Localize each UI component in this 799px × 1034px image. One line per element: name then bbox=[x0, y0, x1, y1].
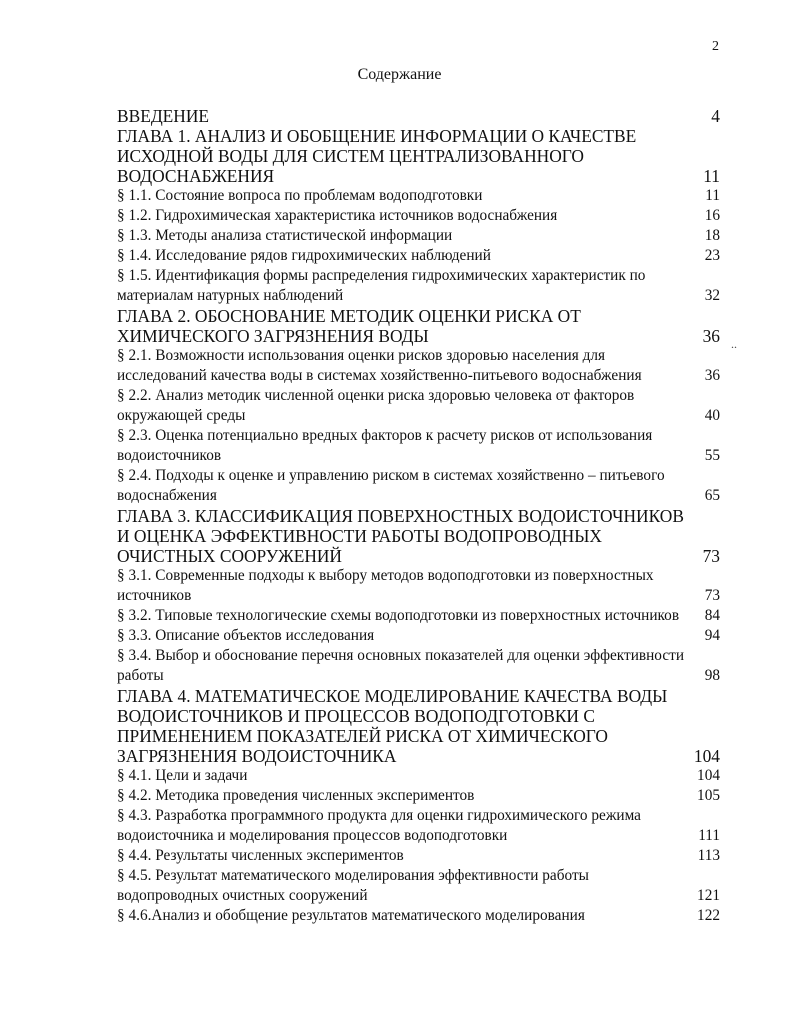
toc-entry-title: § 3.1. Современные подходы к выбору методов водоподготовки из поверхностных источников bbox=[117, 567, 654, 604]
toc-entry-page: 36 bbox=[704, 367, 720, 384]
toc-entry-page: 94 bbox=[704, 627, 720, 644]
toc-entry-title: § 1.5. Идентификация формы распределения гидрохимических характеристик по материалам натурных наблюдений bbox=[117, 267, 646, 304]
toc-entry-page: 113 bbox=[697, 847, 720, 864]
toc-entry-title: § 4.4. Результаты численных экспериментов bbox=[117, 847, 404, 864]
toc-entry-title: § 4.6.Анализ и обобщение результатов математического моделирования bbox=[117, 907, 585, 924]
toc-section-entry bbox=[117, 906, 720, 926]
toc-section-entry bbox=[117, 806, 720, 846]
toc-entry-title: § 4.2. Методика проведения численных экспериментов bbox=[117, 787, 475, 804]
toc-entry-title: § 1.2. Гидрохимическая характеристика источников водоснабжения bbox=[117, 207, 558, 224]
toc-section-entry bbox=[117, 786, 720, 806]
toc-entry-page: 73 bbox=[702, 546, 720, 566]
toc-entry-page: 65 bbox=[704, 487, 720, 504]
toc-entry-page: 111 bbox=[698, 827, 720, 844]
toc-entry-page: 104 bbox=[697, 767, 720, 784]
toc-section-entry bbox=[117, 626, 720, 646]
toc-chapter-entry bbox=[117, 126, 720, 186]
toc-entry-title: § 1.4. Исследование рядов гидрохимических наблюдений bbox=[117, 247, 491, 264]
toc-entry-page: 23 bbox=[704, 247, 720, 264]
toc-entry-title: § 3.3. Описание объектов исследования bbox=[117, 627, 375, 644]
toc-entry-page: 104 bbox=[693, 746, 720, 766]
toc-chapter-entry bbox=[117, 306, 720, 346]
toc-entry-page: 36 bbox=[702, 326, 720, 346]
toc-chapter-entry bbox=[117, 686, 720, 766]
page-title: Содержание bbox=[357, 66, 442, 83]
toc-entry-page: 105 bbox=[697, 787, 720, 804]
toc-entry-page: 98 bbox=[704, 667, 720, 684]
toc-section-entry bbox=[117, 606, 720, 626]
toc-entry-title: § 1.3. Методы анализа статистической информации bbox=[117, 227, 453, 244]
toc-chapter-entry bbox=[117, 106, 720, 126]
toc-entry-page: 55 bbox=[704, 447, 720, 464]
toc-section-entry bbox=[117, 266, 720, 306]
toc-entry-page: 73 bbox=[704, 587, 720, 604]
toc-section-entry bbox=[117, 186, 720, 206]
toc-entry-page: 84 bbox=[704, 607, 720, 624]
toc-entry-title: ГЛАВА 1. АНАЛИЗ И ОБОБЩЕНИЕ ИНФОРМАЦИИ О КАЧЕСТВЕ ИСХОДНОЙ ВОДЫ ДЛЯ СИСТЕМ ЦЕНТРАЛИЗОВАННОГО ВОДОСНАБЖЕНИЯ bbox=[117, 126, 637, 186]
toc-section-entry bbox=[117, 206, 720, 226]
table-of-contents bbox=[117, 106, 720, 926]
toc-entry-page: 11 bbox=[705, 187, 720, 204]
toc-entry-title: § 2.4. Подходы к оценке и управлению риском в системах хозяйственно – питьевого водоснабжения bbox=[117, 467, 665, 504]
toc-entry-page: 122 bbox=[697, 907, 720, 924]
toc-entry-title: § 2.2. Анализ методик численной оценки риска здоровью человека от факторов окружающей среды bbox=[117, 387, 635, 424]
toc-entry-title: § 1.1. Состояние вопроса по проблемам водоподготовки bbox=[117, 187, 483, 204]
toc-entry-title: § 4.3. Разработка программного продукта для оценки гидрохимического режима водоисточника и моделирования процессов водоподготовки bbox=[117, 807, 641, 844]
toc-entry-title: § 2.3. Оценка потенциально вредных факторов к расчету рисков от использования водоисточников bbox=[117, 427, 653, 464]
toc-section-entry bbox=[117, 386, 720, 426]
toc-entry-page: 16 bbox=[704, 207, 720, 224]
toc-entry-title: § 3.4. Выбор и обоснование перечня основных показателей для оценки эффективности работы bbox=[117, 647, 685, 684]
toc-entry-page: 11 bbox=[703, 166, 720, 186]
toc-section-entry bbox=[117, 566, 720, 606]
toc-section-entry bbox=[117, 226, 720, 246]
toc-entry-title: ГЛАВА 2. ОБОСНОВАНИЕ МЕТОДИК ОЦЕНКИ РИСКА ОТ ХИМИЧЕСКОГО ЗАГРЯЗНЕНИЯ ВОДЫ bbox=[117, 306, 581, 346]
toc-entry-title: § 4.1. Цели и задачи bbox=[117, 767, 248, 784]
toc-entry-page: 4 bbox=[711, 106, 720, 126]
toc-entry-title: § 4.5. Результат математического моделирования эффективности работы водопроводных очистных сооружений bbox=[117, 867, 589, 904]
toc-entry-title: ГЛАВА 4. МАТЕМАТИЧЕСКОЕ МОДЕЛИРОВАНИЕ КАЧЕСТВА ВОДЫ ВОДОИСТОЧНИКОВ И ПРОЦЕССОВ ВОДОПОДГОТОВКИ С ПРИМЕНЕНИЕМ ПОКАЗАТЕЛЕЙ РИСКА ОТ ХИМИЧЕСКОГО ЗАГРЯЗНЕНИЯ ВОДОИСТОЧНИКА bbox=[117, 686, 668, 766]
toc-section-entry bbox=[117, 646, 720, 686]
toc-entry-page: 121 bbox=[697, 887, 720, 904]
toc-entry-page: 32 bbox=[704, 287, 720, 304]
toc-section-entry bbox=[117, 866, 720, 906]
toc-entry-page: 40 bbox=[704, 407, 720, 424]
toc-entry-title: ВВЕДЕНИЕ bbox=[117, 106, 210, 126]
toc-entry-page: 18 bbox=[704, 227, 720, 244]
toc-section-entry bbox=[117, 466, 720, 506]
toc-entry-title: ГЛАВА 3. КЛАССИФИКАЦИЯ ПОВЕРХНОСТНЫХ ВОДОИСТОЧНИКОВ И ОЦЕНКА ЭФФЕКТИВНОСТИ РАБОТЫ ВОДОПРОВОДНЫХ ОЧИСТНЫХ СООРУЖЕНИЙ bbox=[117, 506, 684, 566]
toc-section-entry bbox=[117, 426, 720, 466]
toc-entry-title: § 3.2. Типовые технологические схемы водоподготовки из поверхностных источников bbox=[117, 607, 680, 624]
toc-section-entry bbox=[117, 846, 720, 866]
toc-section-entry bbox=[117, 766, 720, 786]
toc-section-entry bbox=[117, 346, 720, 386]
side-mark: .. bbox=[731, 337, 737, 351]
toc-chapter-entry bbox=[117, 506, 720, 566]
toc-section-entry bbox=[117, 246, 720, 266]
page-number: 2 bbox=[712, 39, 719, 54]
toc-entry-title: § 2.1. Возможности использования оценки рисков здоровью населения для исследований качества воды в системах хозяйственно-питьевого водоснабжения bbox=[117, 347, 642, 384]
